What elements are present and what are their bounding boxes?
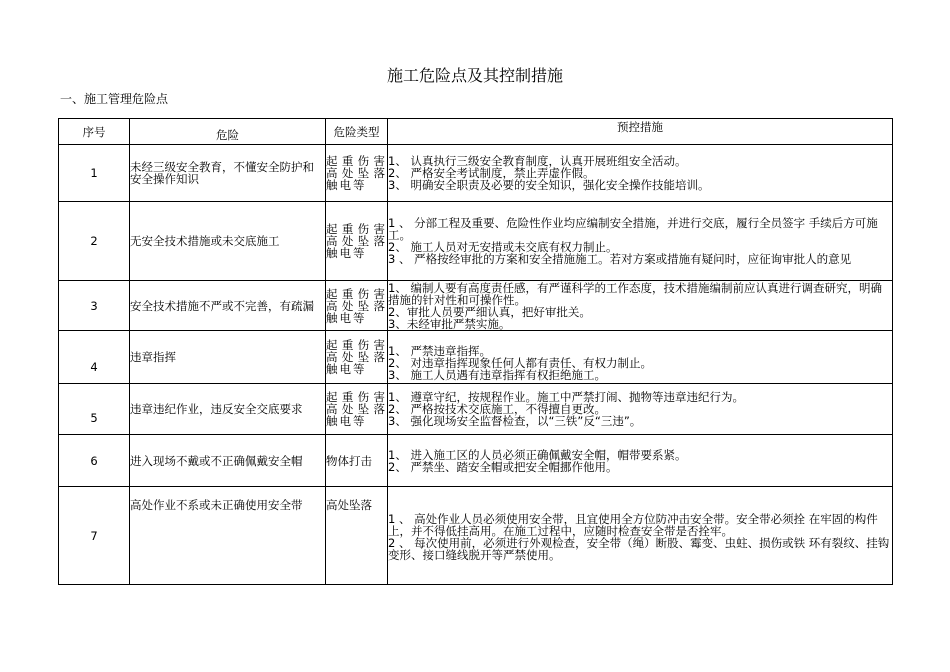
- measure-line: 1 、 分部工程及重要、危险性作业均应编制安全措施，并进行交底，履行全员签字 手续后方可施工。: [388, 216, 878, 242]
- row-number: 6: [59, 435, 130, 487]
- hazard-type-cell: 起重伤害高处坠落触电等: [326, 281, 388, 331]
- measure-line: 1、 编制人要有高度责任感，有严谨科学的工作态度，技术措施编制前应认真进行调查研究，明确措施的针对性和可操作性。: [388, 280, 882, 307]
- table-row: [59, 281, 893, 331]
- hazard-cell: 违章指挥: [130, 331, 326, 384]
- row-number: 3: [59, 281, 130, 331]
- table-row: [59, 331, 893, 384]
- hazard-type-cell: 起重伤害高处坠落触电等: [326, 331, 388, 384]
- measure-line: 1、 严禁违章指挥。: [388, 344, 491, 358]
- section-heading: 一、施工管理危险点: [60, 92, 169, 106]
- table-header-row: [59, 119, 893, 145]
- row-number: 7: [59, 487, 130, 585]
- table-row: [59, 384, 893, 435]
- hazard-cell: 安全技术措施不严或不完善，有疏漏: [130, 281, 326, 331]
- hazard-cell: 高处作业不系或未正确使用安全带: [130, 487, 326, 585]
- measures-cell: [388, 331, 893, 384]
- header-measures: 预控措施: [388, 119, 893, 145]
- hazard-cell: 进入现场不戴或不正确佩戴安全帽: [130, 435, 326, 487]
- hazard-type-cell: 起重伤害高处坠落触电等: [326, 145, 388, 202]
- header-no: 序号: [59, 119, 130, 145]
- measures-cell: [388, 202, 893, 281]
- measures-cell: [388, 281, 893, 331]
- measure-line: 3、未经审批严禁实施。: [388, 316, 511, 331]
- hazard-type-cell: 起重伤害高处坠落触电等: [326, 202, 388, 281]
- measure-line: 3、 明确安全职责及必要的安全知识，强化安全操作技能培训。: [388, 178, 710, 192]
- hazard-cell: 无安全技术措施或未交底施工: [130, 202, 326, 281]
- measure-line: 2、 严禁坐、踏安全帽或把安全帽挪作他用。: [388, 459, 618, 474]
- row-number: 1: [59, 145, 130, 202]
- measure-line: 2、 对违章指挥现象任何人都有责任、有权力制止。: [388, 356, 652, 370]
- row-number: 2: [59, 202, 130, 281]
- row-number: 4: [59, 331, 130, 384]
- measure-line: 1 、 高处作业人员必须使用安全带，且宜使用全方位防冲击安全带。安全带必须拴 在牢固的构件上，并不得低挂高用。在施工过程中，应随时检查安全带是否拴牢。: [388, 512, 878, 538]
- header-type: 危险类型: [326, 119, 388, 145]
- hazard-cell: 违章违纪作业，违反安全交底要求: [130, 384, 326, 435]
- measure-line: 2 、 每次使用前，必须进行外观检查，安全带（绳）断股、霉变、虫蛀、损伤或铁 环有裂纹、挂钩变形、接口缝线脱开等严禁使用。: [388, 536, 890, 562]
- hazard-type-cell: 物体打击: [326, 435, 388, 487]
- measure-line: 1、 遵章守纪，按规程作业。施工中严禁打闹、抛物等违章违纪行为。: [388, 390, 744, 404]
- measure-line: 3 、 严格按经审批的方案和安全措施施工。若对方案或措施有疑问时，应征询审批人的意见: [388, 252, 852, 266]
- measure-line: 2、 严格按技术交底施工，不得擅自更改。: [388, 402, 606, 416]
- measure-line: 2、审批人员要严细认真，把好审批关。: [388, 304, 591, 319]
- measures-cell: [388, 487, 893, 585]
- hazard-cell: 未经三级安全教育，不懂安全防护和安全操作知识: [130, 145, 326, 202]
- measures-cell: [388, 145, 893, 202]
- measure-line: 3、 施工人员遇有违章指挥有权拒绝施工。: [388, 368, 606, 382]
- hazard-type-cell: 起重伤害高处坠落触电等: [326, 384, 388, 435]
- table-row: [59, 202, 893, 281]
- measures-cell: [388, 435, 893, 487]
- hazard-type-cell: 高处坠落: [326, 487, 388, 585]
- measure-line: 1、 进入施工区的人员必须正确佩戴安全帽，帽带要系紧。: [388, 447, 687, 462]
- table-row: [59, 145, 893, 202]
- document-title: 施工危险点及其控制措施: [386, 66, 563, 85]
- header-hazard: 危险: [130, 119, 326, 145]
- measures-cell: [388, 384, 893, 435]
- hazard-table: [58, 118, 893, 585]
- measure-line: 2、 施工人员对无安措或未交底有权力制止。: [388, 240, 618, 254]
- measure-line: 1、 认真执行三级安全教育制度，认真开展班组安全活动。: [388, 154, 687, 168]
- row-number: 5: [59, 384, 130, 435]
- table-row: [59, 487, 893, 585]
- measure-line: 2、 严格安全考试制度，禁止弄虚作假。: [388, 166, 595, 180]
- table-row: [59, 435, 893, 487]
- measure-line: 3、 强化现场安全监督检查，以“三铁”反“三违”。: [388, 414, 642, 428]
